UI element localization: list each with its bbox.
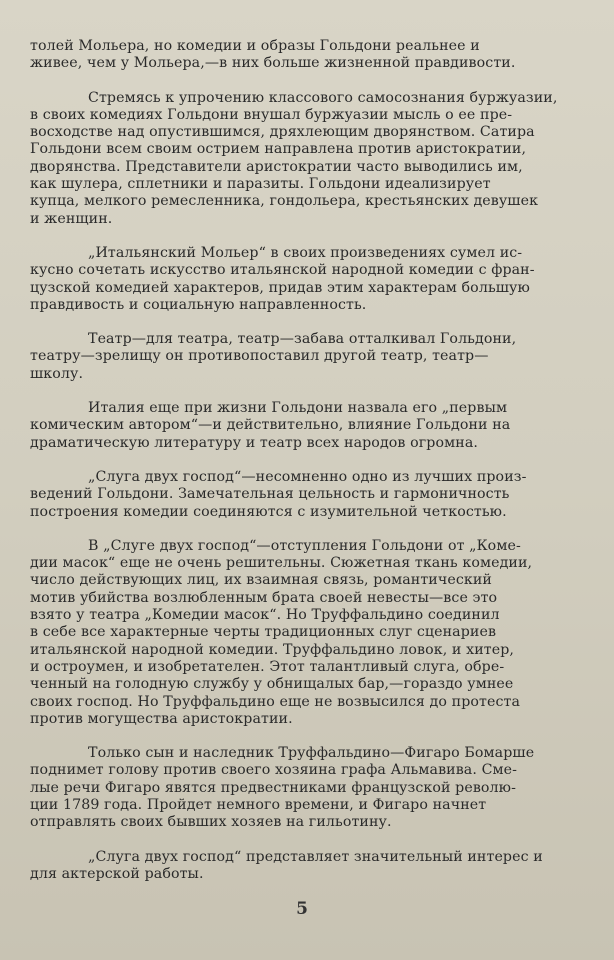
text-line: ведений Гольдони. Замечательная цельность и гармоничность <box>30 486 510 503</box>
text-line: итальянской народной комедии. Труффальдино ловок, и хитер, <box>30 641 514 658</box>
text-line: „Итальянский Мольер“ в своих произведениях сумел ис- <box>88 244 523 261</box>
paragraph-2 <box>30 90 585 228</box>
paragraph-8 <box>30 745 585 831</box>
text-line: лые речи Фигаро явятся предвестниками французской револю- <box>30 779 517 796</box>
page-number: 5 <box>296 899 308 919</box>
paragraph-7 <box>30 538 585 728</box>
text-line: против могущества аристократии. <box>30 710 293 727</box>
text-line: В „Слуге двух господ“—отступления Гольдони от „Коме- <box>88 537 521 554</box>
page-text <box>30 38 585 900</box>
text-line: как шулера, сплетники и паразиты. Гольдони идеализирует <box>30 176 491 193</box>
text-line: живее, чем у Мольера,—в них больше жизненной правдивости. <box>30 55 516 72</box>
text-line: в своих комедиях Гольдони внушал буржуазии мысль о ее пре- <box>30 106 513 123</box>
text-line: Театр—для театра, театр—забава отталкивал Гольдони, <box>88 331 517 348</box>
text-line: „Слуга двух господ“ представляет значительный интерес и <box>88 848 543 865</box>
text-line: взято у театра „Комедии масок“. Но Труффальдино соединил <box>30 607 500 624</box>
text-line: для актерской работы. <box>30 865 204 882</box>
text-line: в себе все характерные черты традиционных слуг сценариев <box>30 624 497 641</box>
text-line: ченный на голодную службу у обнищалых бар,—гораздо умнее <box>30 676 514 693</box>
text-line: цузской комедией характеров, придав этим характерам большую <box>30 279 530 296</box>
text-line: построения комедии соединяются с изумительной четкостью. <box>30 503 507 520</box>
text-line: комическим автором“—и действительно, влияние Гольдони на <box>30 417 511 434</box>
text-line: драматическую литературу и театр всех народов огромна. <box>30 434 478 451</box>
text-line: школу. <box>30 365 84 382</box>
text-line: своих господ. Но Труффальдино еще не возвысился до протеста <box>30 693 521 710</box>
text-line: Гольдони всем своим острием направлена против аристократии, <box>30 141 527 158</box>
text-line: Италия еще при жизни Гольдони назвала его „первым <box>88 400 508 417</box>
text-line: мотив убийства возлюбленным брата своей невесты—все это <box>30 589 498 606</box>
text-line: правдивость и социальную направленность. <box>30 296 367 313</box>
paragraph-9 <box>30 849 585 884</box>
paragraph-5 <box>30 400 585 452</box>
text-line: дии масок“ еще не очень решительны. Сюжетная ткань комедии, <box>30 555 533 572</box>
text-line: ции 1789 года. Пройдет немного времени, и Фигаро начнет <box>30 796 487 813</box>
paragraph-4 <box>30 331 585 383</box>
text-line: число действующих лиц, их взаимная связь, романтический <box>30 572 492 589</box>
text-line: и остроумен, и изобретателен. Этот талантливый слуга, обре- <box>30 658 505 675</box>
text-line: и женщин. <box>30 210 113 227</box>
text-line: Стремясь к упрочению классового самосознания буржуазии, <box>88 89 558 106</box>
paragraph-1 <box>30 38 585 73</box>
paragraph-3 <box>30 245 585 314</box>
text-line: кусно сочетать искусство итальянской народной комедии с фран- <box>30 262 535 279</box>
text-line: поднимет голову против своего хозяина графа Альмавива. Сме- <box>30 762 518 779</box>
text-line: „Слуга двух господ“—несомненно одно из лучших произ- <box>88 468 527 485</box>
text-line: восходстве над опустившимся, дряхлеющим дворянством. Сатира <box>30 124 535 141</box>
text-line: толей Мольера, но комедии и образы Гольдони реальнее и <box>30 38 480 54</box>
text-line: Только сын и наследник Труффальдино—Фигаро Бомарше <box>88 745 535 762</box>
paragraph-6 <box>30 469 585 521</box>
text-line: купца, мелкого ремесленника, гондольера, крестьянских девушек <box>30 193 539 210</box>
text-line: театру—зрелищу он противопоставил другой театр, театр— <box>30 348 489 365</box>
text-line: дворянства. Представители аристократии часто выводились им, <box>30 158 523 175</box>
text-line: отправлять своих бывших хозяев на гильотину. <box>30 814 392 831</box>
